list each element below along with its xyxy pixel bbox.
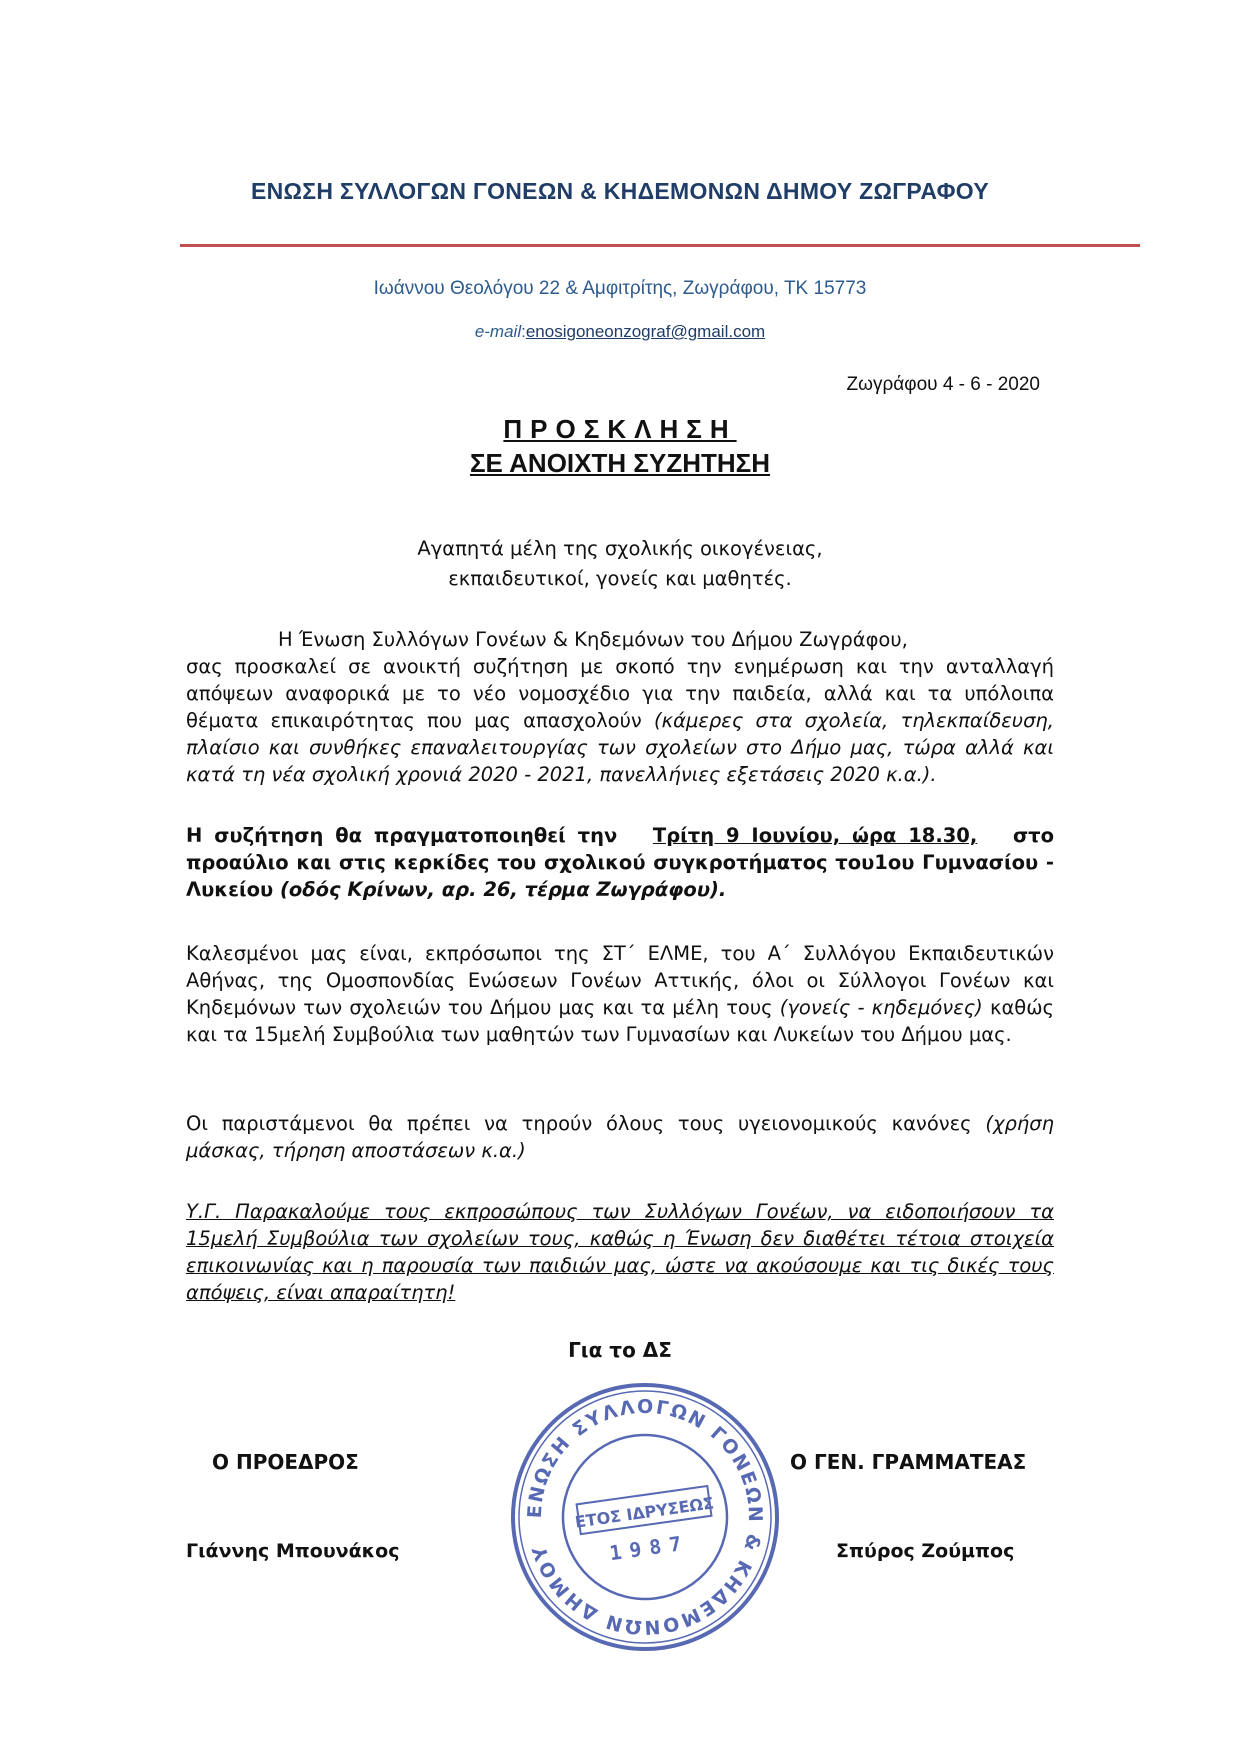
association-seal-stamp [505, 1377, 785, 1657]
seal-ring-text: ΕΝΩΣΗ ΣΥΛΛΟΓΩΝ ΓΟΝΕΩΝ & ΚΗΔΕΜΟΝΩΝ ΔΗΜΟΥ [523, 1395, 767, 1639]
seal-founded-label: ΕΤΟΣ ΙΔΡΥΣΕΩΣ [573, 1493, 716, 1532]
secretary-role: Ο ΓΕΝ. ΓΡΑΜΜΑΤΕΑΣ [790, 1450, 1027, 1474]
secretary-name: Σπύρος Ζούμπος [836, 1540, 1015, 1562]
meeting-address: (οδός Κρίνων, αρ. 26, τέρμα Ζωγράφου). [279, 878, 727, 901]
document-title: ΠΡΟΣΚΛΗΣΗ [503, 414, 737, 444]
paragraph-health-rules [186, 1110, 1054, 1164]
guests-text: Καλεσμένοι μας είναι, εκπρόσωποι της ΣΤ΄ ΕΛΜΕ, του Α΄ Συλλόγου Εκπαιδευτικών Αθήνας, της Ομοσπονδίας Ενώσεων Γονέων Αττικής, όλοι οι Σύλλογοι Γονέων και Κηδεμόνων των σχολειών του Δήμου μας και τα μέλη τους [186, 942, 1054, 1019]
paragraph-guests [186, 940, 1054, 1048]
address-line: Ιωάννου Θεολόγου 22 & Αμφιτρίτης, Ζωγράφου, ΤΚ 15773 [373, 278, 867, 299]
document-date: Ζωγράφου 4 - 6 - 2020 [846, 374, 1040, 395]
meeting-location: στο προαύλιο και στις κερκίδες του σχολικού συγκροτήματος του1ου Γυμνασίου - Λυκείου [186, 824, 1054, 901]
seal-icon [505, 1377, 785, 1657]
email-label: e-mail [474, 322, 522, 341]
meeting-intro: Η συζήτηση θα πραγματοποιηθεί την [186, 824, 618, 847]
guests-parenthetical: (γονείς - κηδεμόνες) [779, 996, 983, 1019]
organization-title: ΕΝΩΣΗ ΣΥΛΛΟΓΩΝ ΓΟΝΕΩΝ & ΚΗΔΕΜΟΝΩΝ ΔΗΜΟΥ ΖΩΓΡΑΦΟΥ [250, 178, 989, 204]
greeting [0, 534, 1240, 594]
health-rules-text: Οι παριστάμενοι θα πρέπει να τηρούν όλους τους υγειονομικούς κανόνες [186, 1112, 972, 1135]
signature-for-board: Για το ΔΣ [568, 1338, 672, 1362]
header-divider [180, 244, 1140, 247]
paragraph-invitation [186, 626, 1054, 788]
greeting-line-1: Αγαπητά μέλη της σχολικής οικογένειας, [417, 537, 823, 560]
guests-text-continued: καθώς και τα 15μελή Συμβούλια των μαθητών των Γυμνασίων και Λυκείων του Δήμου μας. [186, 996, 1055, 1046]
president-name: Γιάννης Μπουνάκος [186, 1540, 400, 1562]
paragraph-invitation-topics: (κάμερες στα σχολεία, τηλεκπαίδευση, πλαίσιο και συνθήκες επαναλειτουργίας των σχολείων στο Δήμο μας, τώρα αλλά και κατά τη νέα σχολική χρονιά 2020 - 2021, πανελλήνιες εξετάσεις 2020 κ.α.). [186, 709, 1054, 786]
email-link[interactable]: enosigoneonzograf@gmail.com [525, 322, 766, 341]
paragraph-meeting-details [186, 822, 1054, 903]
meeting-time: Τρίτη 9 Ιουνίου, ώρα 18.30, [652, 824, 978, 847]
paragraph-invitation-first-line: Η Ένωση Συλλόγων Γονέων & Κηδεμόνων του Δήμου Ζωγράφου, [278, 628, 908, 651]
email-line: e-mail:enosigoneonzograf@gmail.com [474, 322, 766, 341]
seal-year: 1987 [607, 1530, 691, 1566]
health-rules-examples: (χρήση μάσκας, τήρηση αποστάσεων κ.α.) [186, 1112, 1054, 1162]
paragraph-invitation-text: σας προσκαλεί σε ανοικτή συζήτηση με σκοπό την ενημέρωση και την ανταλλαγή απόψεων αναφορικά με το νέο νομοσχέδιο για την παιδεία, αλλά και τα υπόλοιπα θέματα επικαιρότητας που μας απασχολούν [186, 655, 1054, 732]
greeting-line-2: εκπαιδευτικοί, γονείς και μαθητές. [448, 567, 792, 590]
document-subtitle: ΣΕ ΑΝΟΙΧΤΗ ΣΥΖΗΤΗΣΗ [469, 448, 771, 478]
postscript: Υ.Γ. Παρακαλούμε τους εκπροσώπους των Συλλόγων Γονέων, να ειδοποιήσουν τα 15μελή Συμβούλια των σχολείων τους, καθώς η Ένωση δεν διαθέτει τέτοια στοιχεία επικοινωνίας και η παρουσία των παιδιών μας, ώστε να ακούσουμε και τις δικές τους απόψεις, είναι απαραίτητη! [186, 1200, 1054, 1304]
president-role: Ο ΠΡΟΕΔΡΟΣ [212, 1450, 359, 1474]
